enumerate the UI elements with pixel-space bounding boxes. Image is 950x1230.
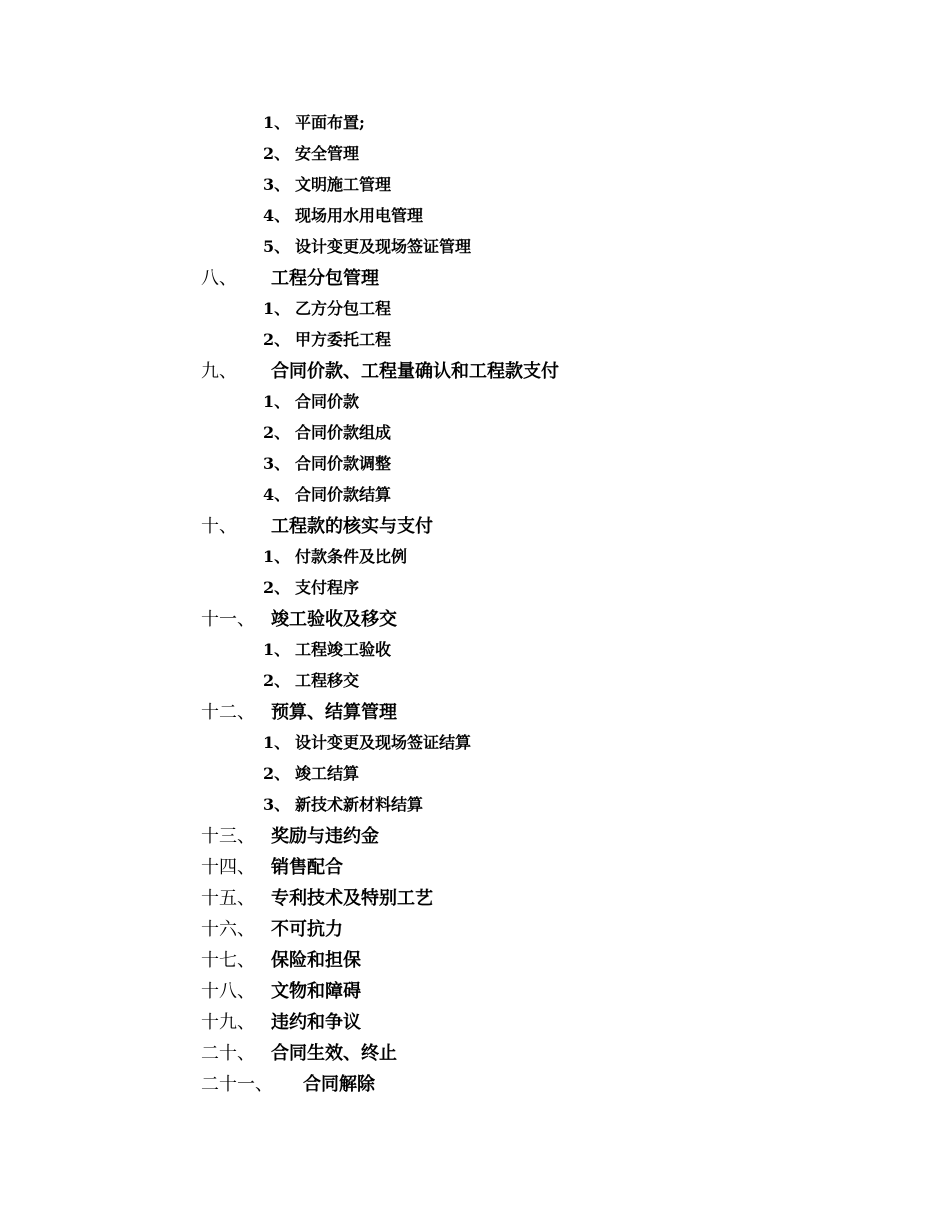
section-heading <box>0 701 950 725</box>
section-number: 九、 <box>201 361 237 382</box>
section-title: 工程款的核实与支付 <box>271 516 433 537</box>
item-title: 平面布置; <box>295 113 365 132</box>
section-title: 合同解除 <box>303 1074 375 1095</box>
section-heading <box>0 918 950 942</box>
item-title: 乙方分包工程 <box>295 299 392 318</box>
section-heading <box>0 949 950 973</box>
item-title: 付款条件及比例 <box>295 547 408 566</box>
item-title: 设计变更及现场签证管理 <box>295 237 472 256</box>
item-number: 4、 <box>263 206 291 225</box>
list-item <box>0 112 950 134</box>
list-item <box>0 391 950 413</box>
list-item <box>0 236 950 258</box>
section-title: 文物和障碍 <box>271 981 361 1002</box>
section-number: 十四、 <box>201 857 255 878</box>
section-number: 八、 <box>201 268 237 289</box>
section-number: 十、 <box>201 516 237 537</box>
section-number: 十一、 <box>201 609 255 630</box>
section-title: 合同生效、终止 <box>271 1043 397 1064</box>
item-number: 3、 <box>263 795 291 814</box>
item-number: 5、 <box>263 237 291 256</box>
list-item <box>0 205 950 227</box>
item-number: 2、 <box>263 764 291 783</box>
item-title: 支付程序 <box>295 578 360 597</box>
section-heading <box>0 1042 950 1066</box>
list-item <box>0 732 950 754</box>
section-heading <box>0 1073 950 1097</box>
section-heading <box>0 360 950 384</box>
section-heading <box>0 267 950 291</box>
list-item <box>0 484 950 506</box>
item-number: 2、 <box>263 144 291 163</box>
list-item <box>0 422 950 444</box>
item-title: 安全管理 <box>295 144 360 163</box>
section-number: 十五、 <box>201 888 255 909</box>
item-title: 文明施工管理 <box>295 175 392 194</box>
section-number: 十三、 <box>201 826 255 847</box>
section-number: 十六、 <box>201 919 255 940</box>
item-number: 1、 <box>263 733 291 752</box>
list-item <box>0 763 950 785</box>
item-number: 4、 <box>263 485 291 504</box>
item-number: 1、 <box>263 640 291 659</box>
item-number: 2、 <box>263 423 291 442</box>
section-heading <box>0 608 950 632</box>
section-number: 二十一、 <box>201 1074 273 1095</box>
list-item <box>0 577 950 599</box>
list-item <box>0 794 950 816</box>
item-title: 工程竣工验收 <box>295 640 392 659</box>
section-title: 奖励与违约金 <box>271 826 379 847</box>
item-title: 设计变更及现场签证结算 <box>295 733 472 752</box>
section-title: 工程分包管理 <box>271 268 379 289</box>
section-heading <box>0 825 950 849</box>
section-title: 保险和担保 <box>271 950 361 971</box>
list-item <box>0 329 950 351</box>
item-title: 新技术新材料结算 <box>295 795 424 814</box>
item-title: 合同价款结算 <box>295 485 392 504</box>
item-number: 1、 <box>263 547 291 566</box>
section-title: 不可抗力 <box>271 919 343 940</box>
section-title: 销售配合 <box>271 857 343 878</box>
section-title: 预算、结算管理 <box>271 702 397 723</box>
list-item <box>0 143 950 165</box>
section-heading <box>0 980 950 1004</box>
item-number: 1、 <box>263 113 291 132</box>
item-number: 1、 <box>263 392 291 411</box>
list-item <box>0 639 950 661</box>
item-title: 现场用水用电管理 <box>295 206 424 225</box>
list-item <box>0 546 950 568</box>
list-item <box>0 298 950 320</box>
section-title: 竣工验收及移交 <box>271 609 397 630</box>
list-item <box>0 670 950 692</box>
list-item <box>0 453 950 475</box>
section-number: 十九、 <box>201 1012 255 1033</box>
section-number: 十七、 <box>201 950 255 971</box>
list-item <box>0 174 950 196</box>
section-number: 二十、 <box>201 1043 255 1064</box>
section-number: 十八、 <box>201 981 255 1002</box>
section-heading <box>0 515 950 539</box>
item-title: 合同价款调整 <box>295 454 392 473</box>
item-number: 1、 <box>263 299 291 318</box>
section-title: 专利技术及特别工艺 <box>271 888 433 909</box>
item-title: 竣工结算 <box>295 764 360 783</box>
section-number: 十二、 <box>201 702 255 723</box>
item-number: 2、 <box>263 578 291 597</box>
item-number: 2、 <box>263 330 291 349</box>
section-heading <box>0 856 950 880</box>
section-title: 违约和争议 <box>271 1012 361 1033</box>
section-heading <box>0 887 950 911</box>
section-heading <box>0 1011 950 1035</box>
item-title: 合同价款 <box>295 392 360 411</box>
item-number: 2、 <box>263 671 291 690</box>
item-number: 3、 <box>263 175 291 194</box>
item-title: 合同价款组成 <box>295 423 392 442</box>
item-title: 工程移交 <box>295 671 360 690</box>
item-title: 甲方委托工程 <box>295 330 392 349</box>
section-title: 合同价款、工程量确认和工程款支付 <box>271 361 559 382</box>
item-number: 3、 <box>263 454 291 473</box>
